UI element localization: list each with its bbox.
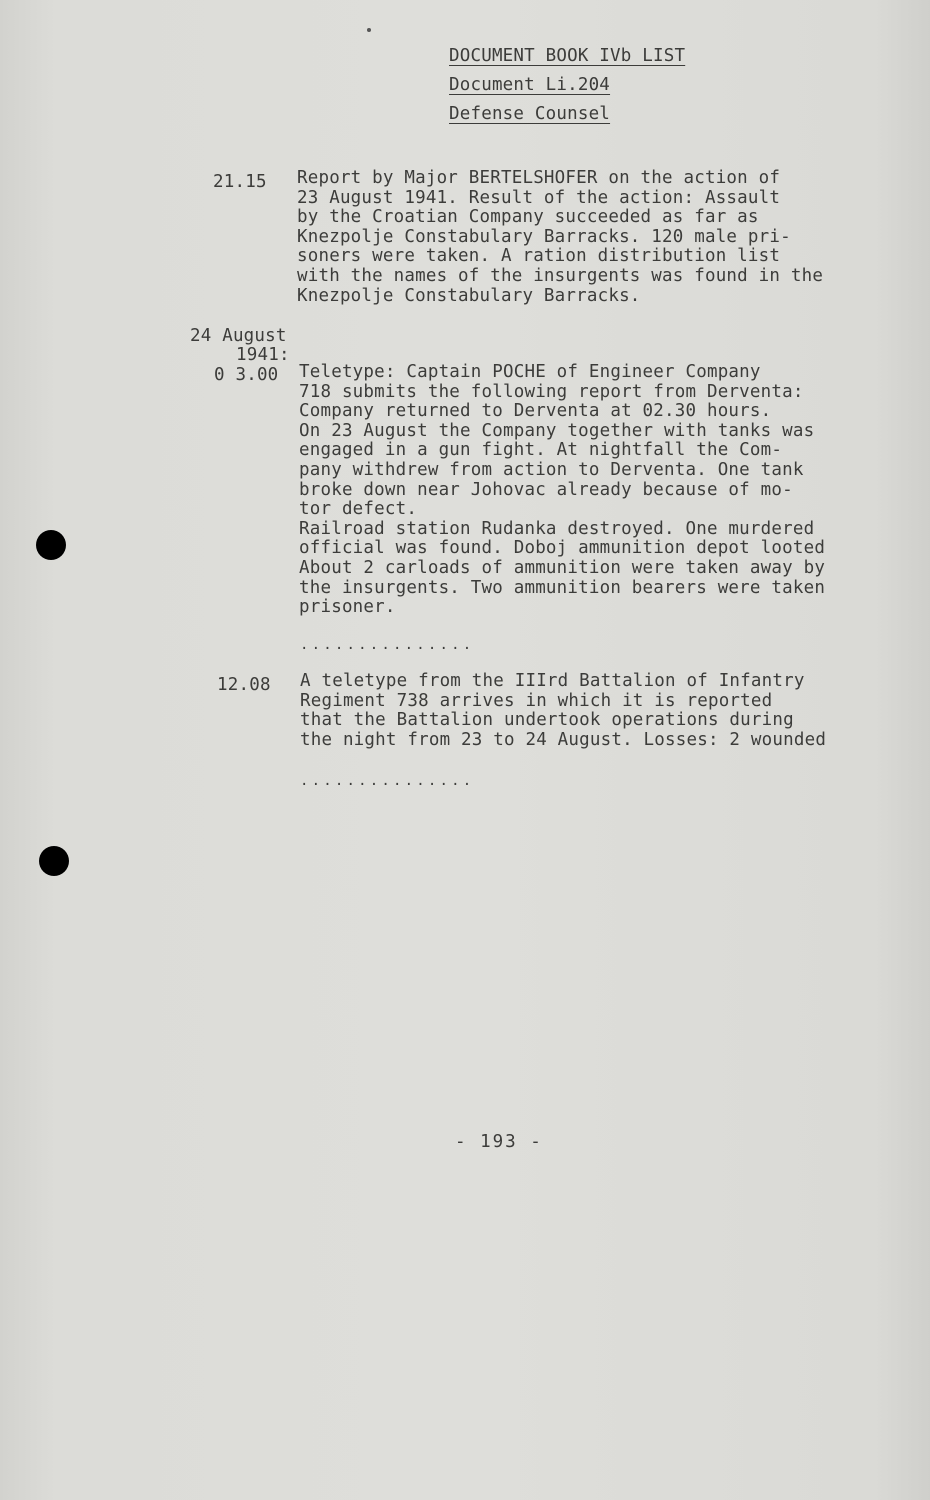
punch-hole-lower [39, 846, 69, 876]
text-line: Knezpolje Constabulary Barracks. 120 male pri- [297, 226, 791, 247]
punch-hole-upper [36, 530, 66, 560]
text-line: official was found. Doboj ammunition depot looted [299, 538, 826, 559]
text-line: soners were taken. A ration distribution list [297, 246, 781, 267]
header-counsel: Defense Counsel [449, 104, 611, 124]
date-day: 24 August [190, 326, 287, 346]
text-line: 718 submits the following report from Derventa: [299, 381, 804, 402]
text-line: Railroad station Rudanka destroyed. One murdered [299, 518, 815, 539]
entry-text [299, 363, 825, 618]
header-title: DOCUMENT BOOK IVb LIST [449, 46, 686, 66]
entry-time: 12.08 [217, 675, 271, 695]
text-line: Regiment 738 arrives in which it is reported [300, 690, 773, 711]
date-heading [190, 327, 290, 365]
text-line: About 2 carloads of ammunition were taken away by [299, 557, 826, 578]
page-number: - 193 - [455, 1132, 543, 1152]
text-line: tor defect. [299, 499, 418, 520]
text-line: Company returned to Derventa at 02.30 hours. [299, 401, 772, 422]
header-document-number: Document Li.204 [449, 75, 611, 95]
text-line: A teletype from the IIIrd Battalion of Infantry [300, 671, 805, 691]
text-line: with the names of the insurgents was found in the [297, 265, 824, 286]
text-line: the insurgents. Two ammunition bearers were taken [299, 577, 826, 598]
date-year: 1941: [236, 345, 290, 365]
text-line: broke down near Johovac already because of mo- [299, 479, 793, 500]
entry-text [297, 169, 823, 306]
text-line: that the Battalion undertook operations during [300, 710, 794, 731]
document-header [449, 42, 769, 129]
text-line: the night from 23 to 24 August. Losses: 2 wounded [300, 729, 827, 750]
entry-text [300, 672, 826, 750]
separator-dots: ............... [300, 637, 475, 653]
text-line: 23 August 1941. Result of the action: Assault [297, 187, 781, 208]
text-line: Report by Major BERTELSHOFER on the action of [297, 168, 781, 188]
entry-time: 0 3.00 [214, 365, 279, 385]
text-line: engaged in a gun fight. At nightfall the Com- [299, 440, 783, 461]
text-line: Knezpolje Constabulary Barracks. [297, 285, 641, 306]
ink-dot [367, 28, 371, 32]
text-line: On 23 August the Company together with tanks was [299, 420, 815, 441]
text-line: prisoner. [299, 597, 396, 618]
separator-dots: ............... [300, 773, 475, 789]
text-line: pany withdrew from action to Derventa. One tank [299, 459, 804, 480]
entry-time: 21.15 [213, 172, 267, 192]
text-line: by the Croatian Company succeeded as far as [297, 207, 759, 228]
text-line: Teletype: Captain POCHE of Engineer Company [299, 362, 761, 382]
